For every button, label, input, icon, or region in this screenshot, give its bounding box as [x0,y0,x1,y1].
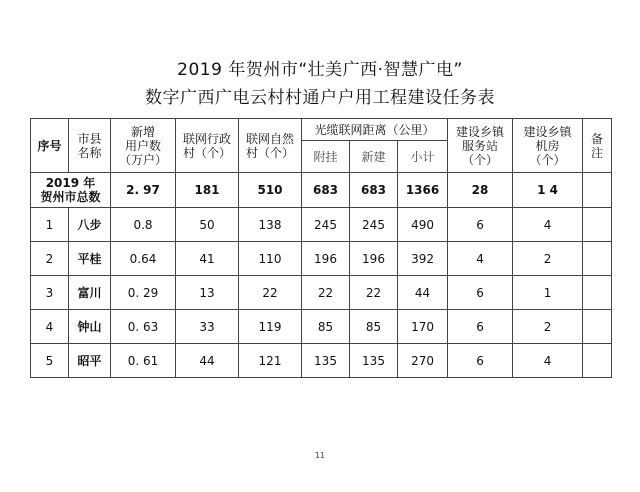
header-seq: 序号 [31,119,69,173]
cell-subtotal: 44 [398,276,448,310]
cell-attached: 196 [302,242,350,276]
cell-stations: 4 [448,242,513,276]
cell-newbuild: 85 [350,310,398,344]
cell-remarks [583,310,612,344]
total-rooms: 1 4 [513,173,583,208]
header-attached: 附挂 [302,141,350,173]
cell-admin-villages: 41 [176,242,239,276]
cell-newbuild: 22 [350,276,398,310]
total-label: 2019 年 贺州市总数 [31,173,111,208]
cell-seq: 4 [31,310,69,344]
table-row-total [31,173,612,208]
cell-newbuild: 245 [350,208,398,242]
table-row [31,276,612,310]
table-row [31,344,612,378]
cell-remarks [583,242,612,276]
cell-stations: 6 [448,276,513,310]
total-attached: 683 [302,173,350,208]
total-admin-villages: 181 [176,173,239,208]
cell-rooms: 4 [513,208,583,242]
header-newbuild: 新建 [350,141,398,173]
cell-natural-villages: 119 [239,310,302,344]
title-line-1: 2019 年贺州市“壮美广西·智慧广电” [177,60,463,80]
cell-new-users: 0.64 [111,242,176,276]
cell-new-users: 0. 61 [111,344,176,378]
cell-attached: 22 [302,276,350,310]
cell-remarks [583,276,612,310]
cell-county: 富川 [69,276,111,310]
cell-subtotal: 270 [398,344,448,378]
cell-rooms: 1 [513,276,583,310]
total-remarks [583,173,612,208]
cell-admin-villages: 44 [176,344,239,378]
cell-seq: 1 [31,208,69,242]
cell-new-users: 0. 29 [111,276,176,310]
cell-county: 钟山 [69,310,111,344]
cell-attached: 245 [302,208,350,242]
header-cable-distance: 光缆联网距离（公里） [302,119,448,141]
cell-stations: 6 [448,344,513,378]
table-row [31,242,612,276]
table-row [31,208,612,242]
table-row [31,310,612,344]
header-new-users: 新增 用户数 （万户） [111,119,176,173]
cell-rooms: 2 [513,242,583,276]
cell-attached: 135 [302,344,350,378]
cell-natural-villages: 22 [239,276,302,310]
cell-seq: 2 [31,242,69,276]
title-line-2: 数字广西广电云村村通户户用工程建设任务表 [145,88,495,108]
cell-admin-villages: 13 [176,276,239,310]
cell-subtotal: 490 [398,208,448,242]
total-new-users: 2. 97 [111,173,176,208]
cell-stations: 6 [448,310,513,344]
cell-natural-villages: 110 [239,242,302,276]
cell-newbuild: 196 [350,242,398,276]
cell-subtotal: 392 [398,242,448,276]
cell-natural-villages: 138 [239,208,302,242]
total-natural-villages: 510 [239,173,302,208]
cell-attached: 85 [302,310,350,344]
total-subtotal: 1366 [398,173,448,208]
cell-admin-villages: 50 [176,208,239,242]
page-number: 11 [314,451,326,460]
cell-natural-villages: 121 [239,344,302,378]
cell-rooms: 2 [513,310,583,344]
header-rooms: 建设乡镇 机房 （个） [513,119,583,173]
cell-new-users: 0.8 [111,208,176,242]
header-admin-villages: 联网行政 村（个） [176,119,239,173]
cell-remarks [583,208,612,242]
cell-seq: 5 [31,344,69,378]
header-natural-villages: 联网自然 村（个） [239,119,302,173]
task-table [30,118,612,378]
cell-subtotal: 170 [398,310,448,344]
cell-stations: 6 [448,208,513,242]
cell-admin-villages: 33 [176,310,239,344]
cell-seq: 3 [31,276,69,310]
header-stations: 建设乡镇 服务站 （个） [448,119,513,173]
total-newbuild: 683 [350,173,398,208]
cell-county: 昭平 [69,344,111,378]
header-remarks: 备 注 [583,119,612,173]
total-stations: 28 [448,173,513,208]
header-county: 市县 名称 [69,119,111,173]
cell-county: 平桂 [69,242,111,276]
header-subtotal: 小计 [398,141,448,173]
cell-newbuild: 135 [350,344,398,378]
cell-county: 八步 [69,208,111,242]
cell-remarks [583,344,612,378]
cell-rooms: 4 [513,344,583,378]
cell-new-users: 0. 63 [111,310,176,344]
